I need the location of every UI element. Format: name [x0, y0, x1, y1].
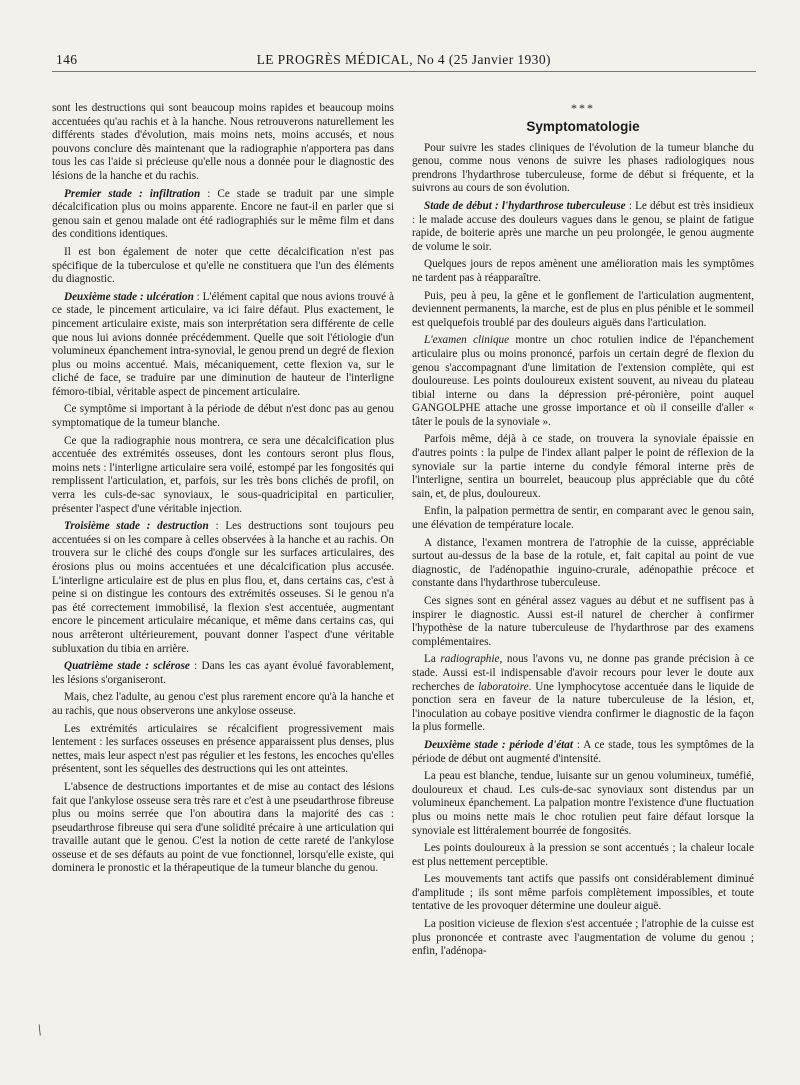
paragraph: Les points douloureux à la pression se sont accentués ; la chaleur locale est plus nettement perceptible. — [412, 842, 754, 868]
paragraph: Enfin, la palpation permettra de sentir, en comparant avec le genou sain, une élévation de température locale. — [412, 505, 754, 532]
stage-heading: Deuxième stade : période d'état — [424, 738, 573, 751]
stage-heading: Troisième stade : destruction — [64, 520, 209, 533]
stage-heading: Stade de début : l'hydarthrose tuberculeuse — [424, 199, 626, 212]
paragraph: Ce que la radiographie nous montrera, ce sera une décalcification plus accentuée des extrémités osseuses, dont les contours seront plus flous, moins nets : l'interligne articulaire sera voilé, estompé par les fongosités qui remplissent l'articulation, et, parfois, sur les très bons clichés de profil, on verra les culs-de-sac synoviaux, le sous-quadricipital en particulier, présenter l'aspect d'une véritable injection. — [52, 434, 394, 515]
paragraph: La position vicieuse de flexion s'est accentuée ; l'atrophie de la cuisse est plus prononcée et contraste avec l'augmentation de volume du genou ; enfin, l'adénopa- — [412, 918, 754, 958]
paragraph: Les mouvements tant actifs que passifs ont considérablement diminué d'amplitude ; ils sont même parfois complètement impossibles, et toute tentative de les provoquer détermine une douleur aiguë. — [412, 873, 754, 913]
paragraph: Premier stade : infiltration : Ce stade se traduit par une simple décalcification plus ou moins apparente. Encore ne faut-il en parler que si genou sain et genou malade ont été radiographiés sur le même film et dans des conditions identiques. — [52, 187, 394, 241]
stage-heading: Deuxième stade : ulcération — [64, 290, 194, 303]
paragraph: sont les destructions qui sont beaucoup moins rapides et beaucoup moins accentuées qu'au rachis et à la hanche. Nous retrouverons naturellement les différents stades d'évolution, mais moins nets, moins accusés, et nous pouvons conclure dès maintenant que la radiographie n'apportera pas dans tous les cas l'aide si précieuse qu'elle nous a donnée pour le diagnostic des lésions de la hanche et du rachis. — [52, 102, 394, 182]
paragraph: Troisième stade : destruction : Les destructions sont toujours peu accentuées si on les compare à celles observées à la hanche et au rachis. On trouvera sur le cliché des coups d'ongle sur les surfaces articulaires, des érosions plus ou moins accentuées et une décalcification plus accusée. L'interligne articulaire est de plus en plus flou, et, dans certains cas, c'est à peine si on distingue les contours des extrémités osseuses. Si le genou n'a pas été correctement immobilisé, la flexion s'est accentuée, augmentant encore le pincement articulaire mécanique, et même dans certains cas, qui nous arrêteront ultérieurement, pouvant donner l'aspect d'une véritable subluxation du tibia en arrière. — [52, 520, 394, 655]
paragraph: Les extrémités articulaires se récalcifient progressivement mais lentement : les surfaces osseuses en présence apparaissent plus denses, plus nettes, mais leur aspect n'est pas régulier et les festons, les encoches qu'elles présentent, sont les séquelles des destructions qui les ont atteintes. — [52, 722, 394, 776]
left-column — [52, 102, 394, 963]
asterism: *** — [571, 101, 595, 115]
section-title: Symptomatologie — [526, 119, 640, 134]
paragraph: Puis, peu à peu, la gêne et le gonflement de l'articulation augmentent, deviennent permanents, la marche, est de plus en plus pénible et le sommeil est quelquefois troublé par des douleurs aiguës dans l'articulation. — [412, 289, 754, 329]
paragraph: Mais, chez l'adulte, au genou c'est plus rarement encore qu'à la hanche et au rachis, que nous observerons une ankylose osseuse. — [52, 691, 394, 717]
paragraph: A distance, l'examen montrera de l'atrophie de la cuisse, appréciable surtout au-dessus de la base de la rotule, et, fait capital au point de vue diagnostic, de l'adénopathie inguino-crurale, adénopathie précoce et constante dans l'hydarthrose tuberculeuse. — [412, 536, 754, 590]
text-columns — [52, 102, 756, 963]
pencil-mark: / — [34, 1021, 46, 1040]
paragraph: L'examen clinique montre un choc rotulien indice de l'épanchement articulaire plus ou moins prononcé, parfois un certain degré de flexion du genou s'accompagnant d'une limitation de l'extension complète, qui est douloureuse. Les points douloureux existent souvent, au niveau du plateau tibial interne ou dans la dépression pré-péronière, point auquel GANGOLPHE attache une grosse importance et où il conseille d'aller « tâter le pouls de la synoviale ». — [412, 334, 754, 428]
stage-heading: Premier stade : infiltration — [64, 187, 201, 200]
paragraph: Pour suivre les stades cliniques de l'évolution de la tumeur blanche du genou, comme nous venons de suivre les phases radiologiques nous prendrons l'hydarthrose tuberculeuse, forme de début si fréquente, et la suivrons au cours de son évolution. — [412, 141, 754, 195]
right-column — [412, 102, 754, 963]
paragraph: Quelques jours de repos amènent une amélioration mais les symptômes ne tardent pas à réapparaître. — [412, 258, 754, 284]
running-header — [52, 52, 756, 72]
journal-title: LE PROGRÈS MÉDICAL, No 4 (25 Janvier 1930) — [256, 52, 551, 67]
page-number: 146 — [56, 52, 78, 67]
paragraph: Il est bon également de noter que cette décalcification n'est pas spécifique de la tuberculose et qu'elle ne constituera que l'un des éléments du diagnostic. — [52, 245, 394, 286]
paragraph: Quatrième stade : sclérose : Dans les cas ayant évolué favorablement, les lésions s'organiseront. — [52, 660, 394, 686]
paragraph: Deuxième stade : ulcération : L'élément capital que nous avions trouvé à ce stade, le pincement articulaire, va ici faire défaut. Plus exactement, le pincement articulaire existe, mais son interprétation sera différente de celle que nous lui avions donnée précédemment. Quelle que soit l'étiologie d'un volumineux épanchement intra-synovial, le genou prend un degré de flexion plus ou moins accentué. Mais, mécaniquement, cette flexion va, sur le cliché de face, se traduire par une diminution de hauteur de l'interligne fémoro-tibial, véritable aspect de pincement articulaire. — [52, 290, 394, 398]
paragraph: La radiographie, nous l'avons vu, ne donne pas grande précision à ce stade. Aussi est-il indispensable d'avoir recours pour lever le doute aux recherches de laboratoire. Une lymphocytose accentuée dans le liquide de ponction sera en faveur de la nature tuberculeuse de la lésion, et, l'inoculation au cobaye positive viendra confirmer le diagnostic de la façon la plus formelle. — [412, 653, 754, 734]
paragraph: Stade de début : l'hydarthrose tuberculeuse : Le début est très insidieux : le malade accuse des douleurs vagues dans le genou, se plaint de fatigue rapide, de boiterie après une marche un peu prolongée, le genou augmente de volume le soir. — [412, 199, 754, 253]
paragraph: Ce symptôme si important à la période de début n'est donc pas au genou symptomatique de la tumeur blanche. — [52, 403, 394, 430]
paragraph: Deuxième stade : période d'état : A ce stade, tous les symptômes de la période de début ont augmenté d'intensité. — [412, 738, 754, 765]
paragraph: L'absence de destructions importantes et de mise au contact des lésions fait que l'ankylose osseuse sera très rare et c'est à une pseudarthrose fibreuse plus ou moins serrée que l'on aboutira dans la majorité des cas : pseudarthrose fibreuse qui sera d'une solidité précaire à une articulation qui travaille autant que le genou. C'est la notion de cette rareté de l'ankylose osseuse et de ses défauts au point de vue fonctionnel, lorsqu'elle existe, qui dominera le pronostic et la thérapeutique de la tumeur blanche du genou. — [52, 780, 395, 875]
stage-heading: Quatrième stade : sclérose — [64, 660, 190, 673]
paragraph: Ces signes sont en général assez vagues au début et ne suffisent pas à inspirer le diagnostic. Aussi est-il naturel de chercher à confirmer l'hypothèse de la nature tuberculeuse de l'hydarthrose par des examens complémentaires. — [412, 595, 754, 648]
paragraph: La peau est blanche, tendue, luisante sur un genou volumineux, tuméfié, douloureux et chaud. Les culs-de-sac synoviaux sont distendus par un volumineux épanchement. La palpation montre l'existence d'une fluctuation plus ou moins nette mais le choc rotulien peut faire défaut lorsque la synoviale est littéralement bourrée de fongosités. — [412, 770, 754, 837]
paragraph: Parfois même, déjà à ce stade, on trouvera la synoviale épaissie en d'autres points : la pulpe de l'index allant palper le point de réflexion de la synoviale sur la partie interne du condyle fémoral interne près de l'interligne, sentira un bourrelet, beaucoup plus appréciable que du côté sain, et, de plus, douloureux. — [412, 433, 754, 500]
